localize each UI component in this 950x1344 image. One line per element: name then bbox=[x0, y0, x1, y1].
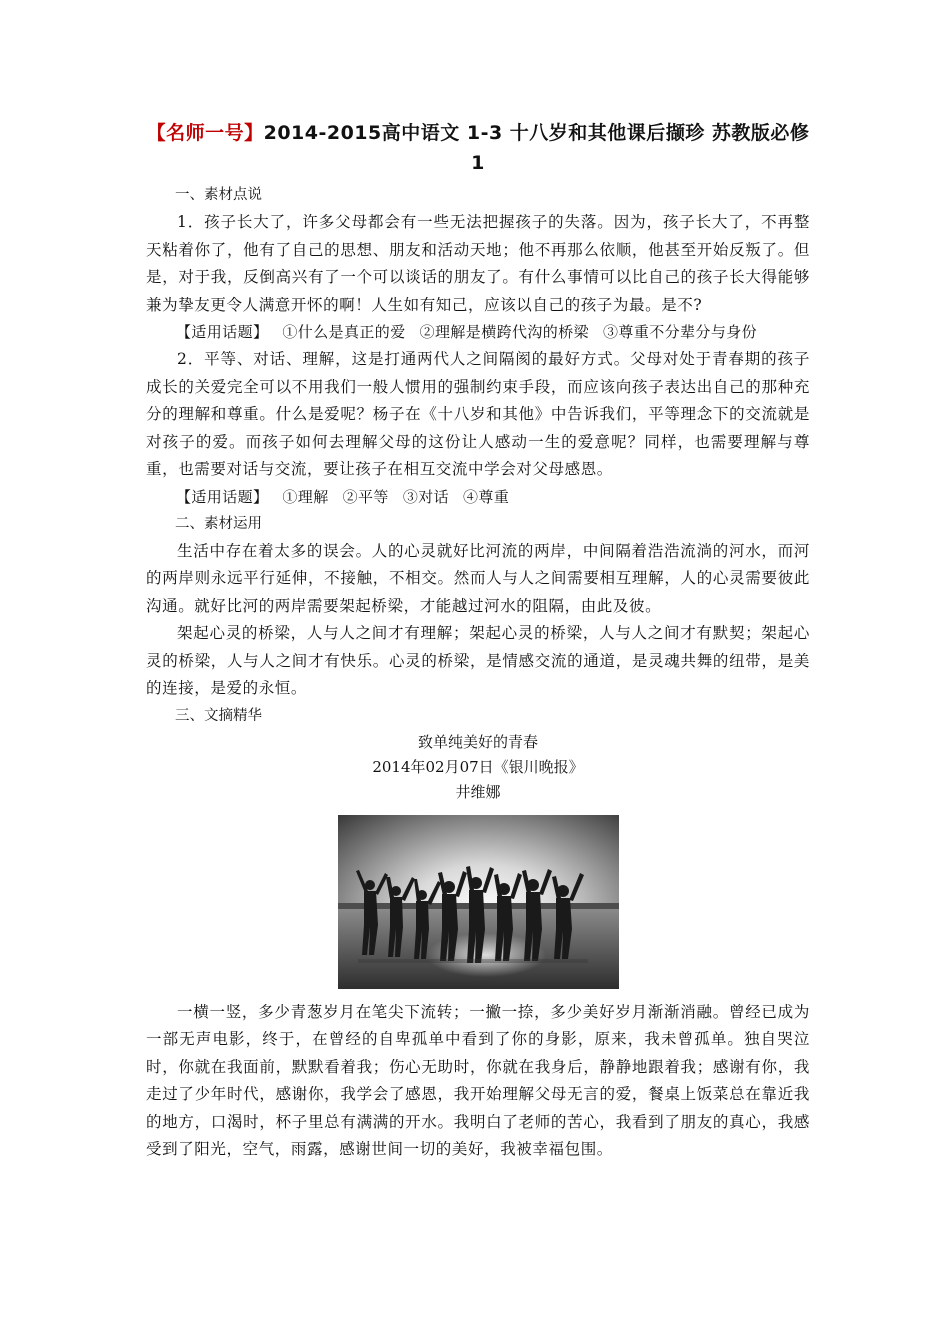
section-heading-3: 三、文摘精华 bbox=[175, 707, 262, 724]
paragraph-5: 一横一竖，多少青葱岁月在笔尖下流转；一撇一捺，多少美好岁月渐渐消融。曾经已成为一部无声电影，终于，在曾经的自卑孤单中看到了你的身影，原来，我未曾孤单。独自哭泣时，你就在我面前，默默看着我；伤心无助时，你就在我身后，静静地跟着我；感谢有你，我走过了少年时代，感谢你，我学会了感恩，我开始理解父母无言的爱，餐桌上饭菜总在靠近我的地方，口渴时，杯子里总有满满的开水。我明白了老师的苦心，我看到了朋友的真心，我感受到了阳光，空气，雨露，感谢世间一切的美好，我被幸福包围。 bbox=[146, 1002, 810, 1158]
topic-item: ②平等 bbox=[342, 487, 389, 506]
topics-label: 【适用话题】 bbox=[176, 487, 269, 506]
topics-label: 【适用话题】 bbox=[176, 323, 269, 341]
paragraph-1: 1．孩子长大了，许多父母都会有一些无法把握孩子的失落。因为，孩子长大了，不再整天粘着你了，他有了自己的思想、朋友和活动天地；他不再那么依顺，他甚至开始反叛了。但是，对于我，反倒高兴有了一个可以谈话的朋友了。有什么事情可以比自己的孩子长大得能够兼为挚友更令人满意开怀的啊！人生如有知己，应该以自己的孩子为最。是不? bbox=[146, 213, 810, 314]
article-title: 致单纯美好的青春 bbox=[417, 732, 538, 751]
document-title bbox=[146, 118, 810, 178]
topics-line-1 bbox=[146, 319, 810, 346]
topic-item: ③尊重不分辈分与身份 bbox=[603, 323, 758, 341]
silhouette-photo bbox=[338, 815, 619, 989]
article-author: 井维娜 bbox=[455, 782, 501, 801]
photo-container bbox=[146, 815, 810, 989]
title-brand: 【名师一号】 bbox=[146, 122, 264, 144]
title-text: 2014-2015高中语文 1-3 十八岁和其他课后撷珍 苏教版必修1 bbox=[263, 122, 810, 174]
topic-item: ③对话 bbox=[402, 487, 450, 506]
topic-item: ①理解 bbox=[282, 487, 329, 506]
document-page bbox=[146, 118, 810, 1164]
paragraph-2: 2．平等、对话、理解，这是打通两代人之间隔阂的最好方式。父母对处于青春期的孩子成长的关爱完全可以不用我们一般人惯用的强制约束手段，而应该向孩子表达出自己的那种充分的理解和尊重。什么是爱呢？杨子在《十八岁和其他》中告诉我们，平等理念下的交流就是对孩子的爱。而孩子如何去理解父母的这份让人感动一生的爱意呢？同样，也需要理解与尊重，也需要对话与交流，要让孩子在相互交流中学会对父母感恩。 bbox=[146, 350, 810, 478]
section-heading-1: 一、素材点说 bbox=[175, 187, 262, 203]
section-heading-2: 二、素材运用 bbox=[175, 515, 262, 532]
topic-item: ①什么是真正的爱 bbox=[282, 323, 406, 341]
topic-item: ②理解是横跨代沟的桥梁 bbox=[419, 323, 590, 341]
paragraph-4: 架起心灵的桥梁，人与人之间才有理解；架起心灵的桥梁，人与人之间才有默契；架起心灵的桥梁，人与人之间才有快乐。心灵的桥梁，是情感交流的通道，是灵魂共舞的纽带，是美的连接，是爱的永恒。 bbox=[146, 624, 810, 697]
topic-item: ④尊重 bbox=[463, 487, 510, 506]
paragraph-3: 生活中存在着太多的误会。人的心灵就好比河流的两岸，中间隔着浩浩流淌的河水，而河的两岸则永远平行延伸，不接触，不相交。然而人与人之间需要相互理解，人的心灵需要彼此沟通。就好比河的两岸需要架起桥梁，才能越过河水的阻隔，由此及彼。 bbox=[146, 541, 810, 615]
article-source: 2014年02月07日《银川晚报》 bbox=[372, 757, 584, 776]
topics-line-2 bbox=[146, 484, 810, 511]
